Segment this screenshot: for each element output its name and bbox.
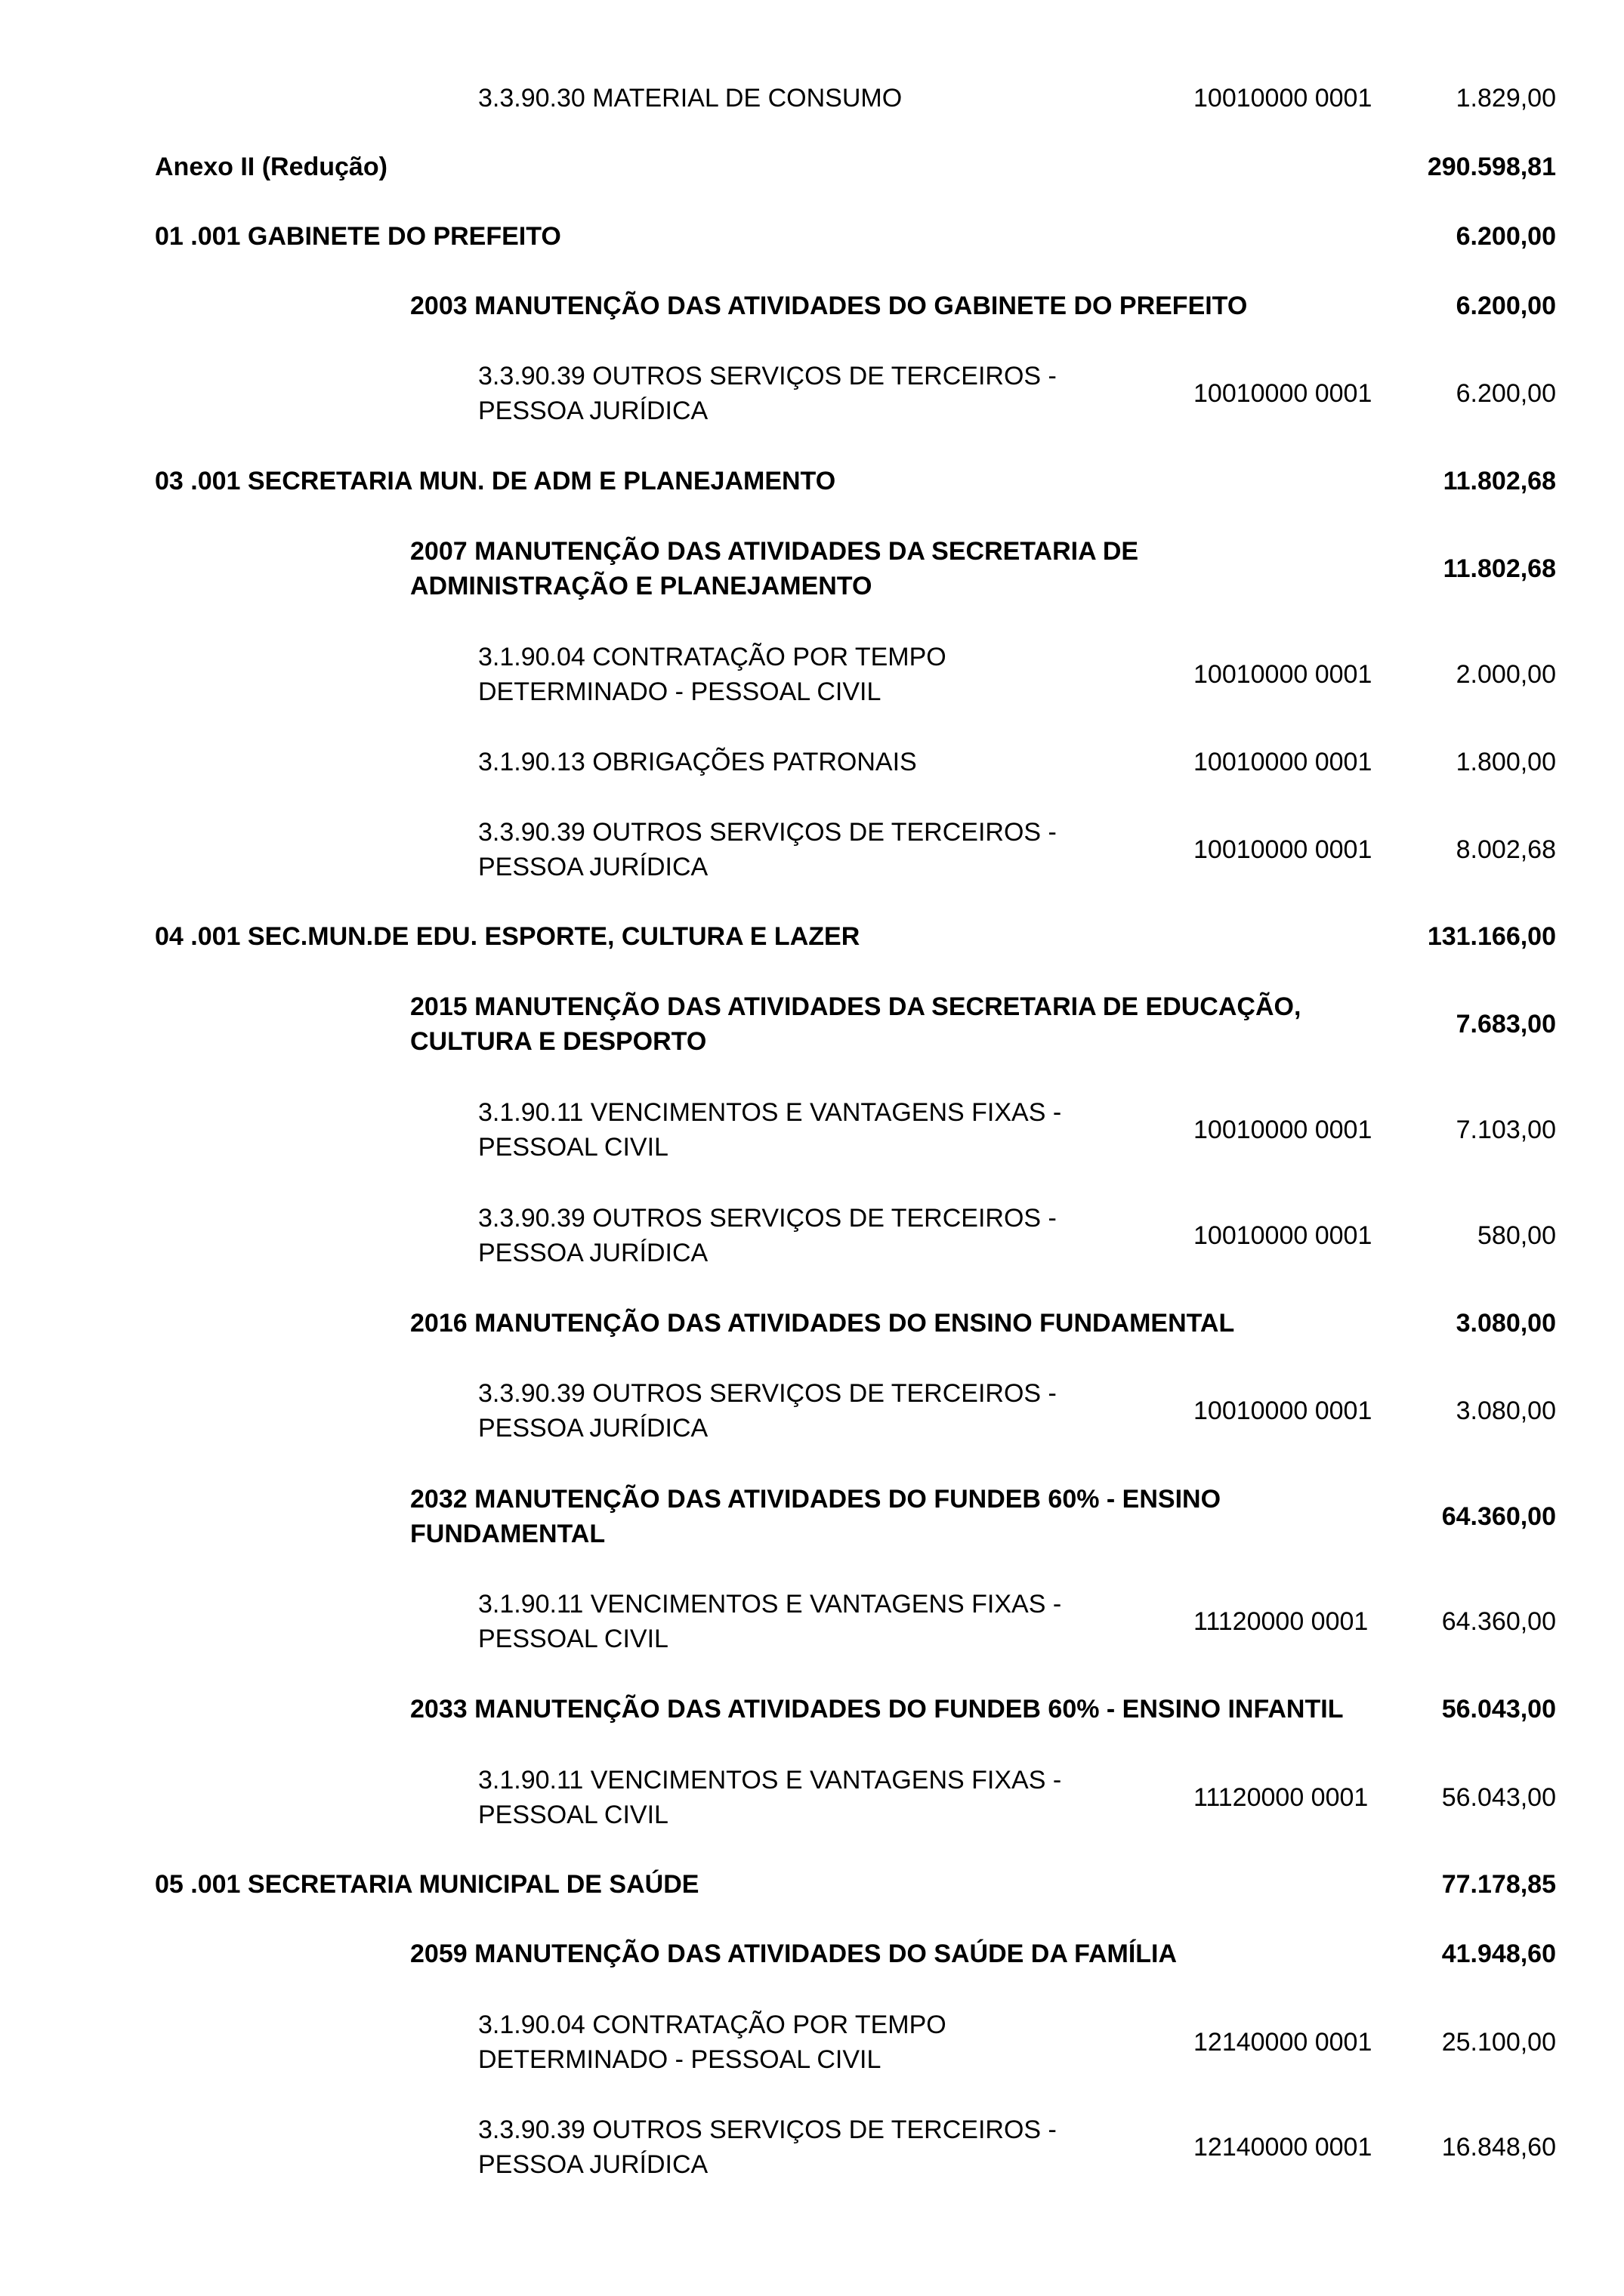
row-amount: 131.166,00	[1427, 922, 1556, 951]
row-amount: 7.683,00	[1456, 1010, 1556, 1038]
row-description: 3.3.90.39 OUTROS SERVIÇOS DE TERCEIROS - PESSOA JURÍDICA	[478, 1379, 1057, 1443]
budget-action-row	[0, 1306, 1624, 1341]
budget-line-item	[0, 359, 1624, 428]
row-amount: 580,00	[1477, 1221, 1556, 1250]
row-description: 3.3.90.39 OUTROS SERVIÇOS DE TERCEIROS - PESSOA JURÍDICA	[478, 2115, 1057, 2179]
resource-code: 12140000 0001	[1193, 2133, 1372, 2162]
resource-code: 10010000 0001	[1193, 84, 1372, 113]
row-description: 3.3.90.39 OUTROS SERVIÇOS DE TERCEIROS - PESSOA JURÍDICA	[478, 1204, 1057, 1267]
budget-action-row	[0, 289, 1624, 323]
budget-line-item	[0, 815, 1624, 884]
row-description: 2003 MANUTENÇÃO DAS ATIVIDADES DO GABINETE DO PREFEITO	[410, 292, 1248, 320]
resource-code: 11120000 0001	[1193, 1607, 1369, 1636]
resource-code: 10010000 0001	[1193, 748, 1372, 776]
budget-line-item	[0, 1763, 1624, 1832]
row-description: 3.1.90.11 VENCIMENTOS E VANTAGENS FIXAS - PESSOAL CIVIL	[478, 1098, 1062, 1162]
budget-unit-row	[0, 1867, 1624, 1902]
row-amount: 3.080,00	[1456, 1396, 1556, 1425]
resource-code: 10010000 0001	[1193, 1116, 1372, 1144]
budget-line-item	[0, 640, 1624, 709]
resource-code: 10010000 0001	[1193, 1396, 1372, 1425]
row-amount: 41.948,60	[1441, 1940, 1556, 1968]
resource-code: 11120000 0001	[1193, 1783, 1369, 1812]
row-description: 3.1.90.11 VENCIMENTOS E VANTAGENS FIXAS - PESSOAL CIVIL	[478, 1766, 1062, 1829]
row-amount: 11.802,68	[1443, 467, 1556, 495]
row-amount: 25.100,00	[1441, 2028, 1556, 2057]
row-amount: 8.002,68	[1456, 835, 1556, 864]
row-description: 2032 MANUTENÇÃO DAS ATIVIDADES DO FUNDEB 60% - ENSINO FUNDAMENTAL	[410, 1485, 1221, 1548]
row-description: 04 .001 SEC.MUN.DE EDU. ESPORTE, CULTURA E LAZER	[155, 922, 860, 951]
row-description: Anexo II (Redução)	[155, 153, 387, 181]
row-amount: 77.178,85	[1441, 1870, 1556, 1899]
resource-code: 10010000 0001	[1193, 1221, 1372, 1250]
row-description: 3.3.90.39 OUTROS SERVIÇOS DE TERCEIROS - PESSOA JURÍDICA	[478, 362, 1057, 425]
row-amount: 6.200,00	[1456, 292, 1556, 320]
row-amount: 64.360,00	[1441, 1607, 1556, 1636]
row-amount: 290.598,81	[1427, 153, 1556, 181]
row-amount: 7.103,00	[1456, 1116, 1556, 1144]
budget-unit-row	[0, 919, 1624, 954]
row-description: 3.1.90.04 CONTRATAÇÃO POR TEMPO DETERMINADO - PESSOAL CIVIL	[478, 643, 946, 706]
row-description: 2059 MANUTENÇÃO DAS ATIVIDADES DO SAÚDE DA FAMÍLIA	[410, 1940, 1178, 1968]
budget-line-item	[0, 81, 1624, 116]
budget-unit-row	[0, 219, 1624, 254]
row-amount: 64.360,00	[1441, 1502, 1556, 1531]
row-amount: 1.800,00	[1456, 748, 1556, 776]
row-amount: 3.080,00	[1456, 1309, 1556, 1338]
row-amount: 56.043,00	[1441, 1783, 1556, 1812]
row-description: 2007 MANUTENÇÃO DAS ATIVIDADES DA SECRETARIA DE ADMINISTRAÇÃO E PLANEJAMENTO	[410, 537, 1139, 600]
row-description: 3.1.90.13 OBRIGAÇÕES PATRONAIS	[478, 748, 917, 776]
resource-code: 10010000 0001	[1193, 660, 1372, 689]
row-amount: 11.802,68	[1443, 554, 1556, 583]
budget-line-item	[0, 2112, 1624, 2182]
budget-action-row	[0, 989, 1624, 1059]
budget-action-row	[0, 1692, 1624, 1727]
budget-unit-row	[0, 464, 1624, 498]
budget-line-item	[0, 2007, 1624, 2077]
budget-action-row	[0, 1936, 1624, 1971]
budget-line-item	[0, 1201, 1624, 1270]
row-description: 2015 MANUTENÇÃO DAS ATIVIDADES DA SECRETARIA DE EDUCAÇÃO, CULTURA E DESPORTO	[410, 992, 1301, 1056]
annex-total-row	[0, 150, 1624, 184]
row-amount: 6.200,00	[1456, 379, 1556, 408]
resource-code: 12140000 0001	[1193, 2028, 1372, 2057]
row-amount: 6.200,00	[1456, 222, 1556, 251]
budget-action-row	[0, 534, 1624, 603]
row-amount: 16.848,60	[1441, 2133, 1556, 2162]
budget-action-row	[0, 1482, 1624, 1551]
row-amount: 2.000,00	[1456, 660, 1556, 689]
row-amount: 1.829,00	[1456, 84, 1556, 113]
row-description: 01 .001 GABINETE DO PREFEITO	[155, 222, 561, 251]
row-description: 03 .001 SECRETARIA MUN. DE ADM E PLANEJAMENTO	[155, 467, 836, 495]
row-description: 3.1.90.11 VENCIMENTOS E VANTAGENS FIXAS - PESSOAL CIVIL	[478, 1590, 1062, 1653]
budget-line-item	[0, 745, 1624, 779]
budget-line-item	[0, 1587, 1624, 1656]
row-description: 3.3.90.39 OUTROS SERVIÇOS DE TERCEIROS - PESSOA JURÍDICA	[478, 818, 1057, 881]
resource-code: 10010000 0001	[1193, 379, 1372, 408]
budget-line-item	[0, 1376, 1624, 1446]
resource-code: 10010000 0001	[1193, 835, 1372, 864]
budget-line-item	[0, 1095, 1624, 1165]
row-description: 2033 MANUTENÇÃO DAS ATIVIDADES DO FUNDEB 60% - ENSINO INFANTIL	[410, 1695, 1344, 1724]
row-description: 3.3.90.30 MATERIAL DE CONSUMO	[478, 84, 903, 113]
row-description: 3.1.90.04 CONTRATAÇÃO POR TEMPO DETERMINADO - PESSOAL CIVIL	[478, 2011, 946, 2074]
row-amount: 56.043,00	[1441, 1695, 1556, 1724]
row-description: 05 .001 SECRETARIA MUNICIPAL DE SAÚDE	[155, 1870, 699, 1899]
row-description: 2016 MANUTENÇÃO DAS ATIVIDADES DO ENSINO FUNDAMENTAL	[410, 1309, 1235, 1338]
